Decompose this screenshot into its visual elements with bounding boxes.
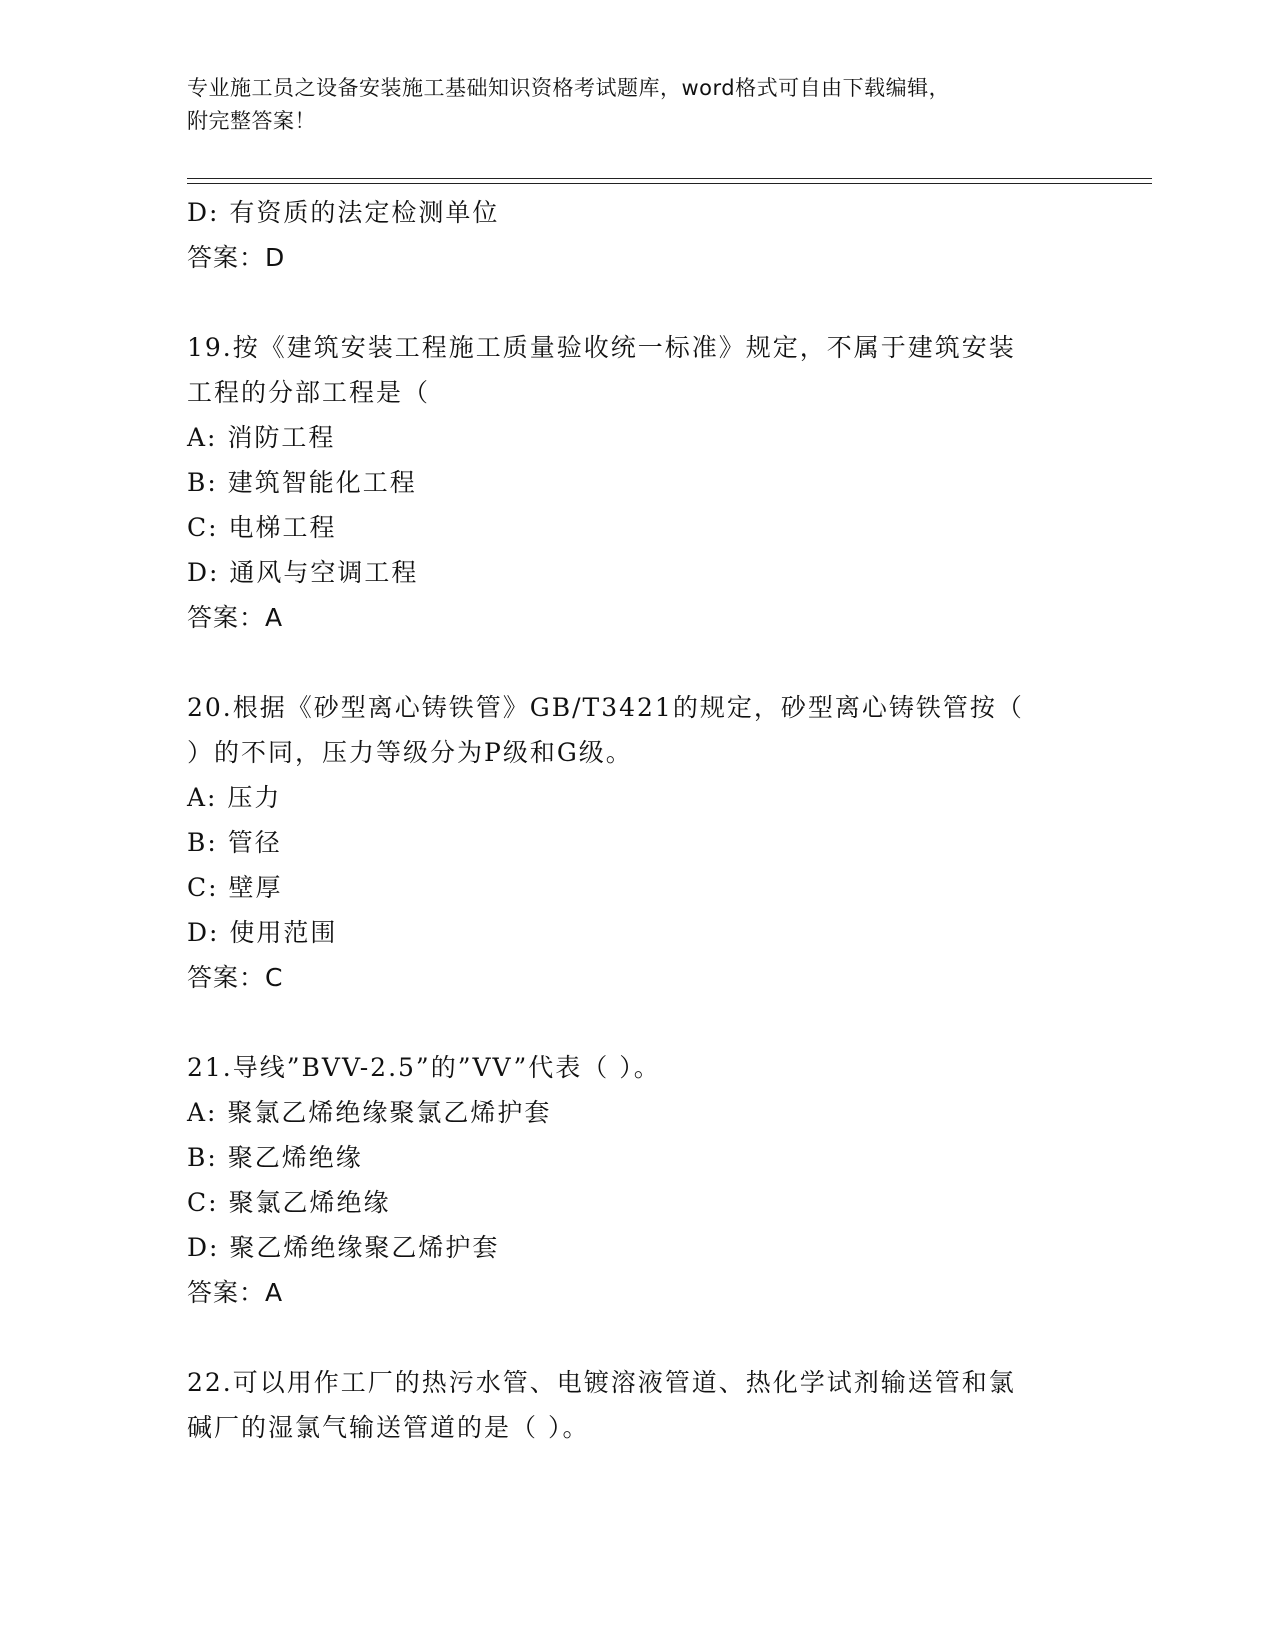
question-21 [187, 1045, 1087, 1315]
question-stem-line-2: ）的不同，压力等级分为P级和G级。 [187, 738, 633, 767]
question-stem-line-2: 工程的分部工程是（ [187, 378, 431, 407]
option-a: A: 压力 [187, 783, 282, 812]
option-b: B: 建筑智能化工程 [187, 468, 417, 497]
question-stem-line-1: 21.导线”BVV-2.5”的”VV”代表（ ）。 [187, 1053, 661, 1082]
question-stem-line-2: 碱厂的湿氯气输送管道的是（ ）。 [187, 1413, 590, 1442]
answer-line: 答案：D [187, 243, 286, 272]
header-divider-bottom [187, 183, 1152, 184]
question-19 [187, 325, 1087, 640]
question-22 [187, 1360, 1087, 1450]
spacer [187, 280, 1087, 325]
option-b: B: 管径 [187, 828, 282, 857]
option-c: C: 壁厚 [187, 873, 283, 902]
option-c: C: 电梯工程 [187, 513, 337, 542]
option-d: D: 聚乙烯绝缘聚乙烯护套 [187, 1233, 500, 1262]
header-line-2: 附完整答案！ [187, 109, 316, 133]
option-c: C: 聚氯乙烯绝缘 [187, 1188, 391, 1217]
option-d: D: 有资质的法定检测单位 [187, 198, 500, 227]
question-stem-line-1: 19.按《建筑安装工程施工质量验收统一标准》规定，不属于建筑安装 [187, 333, 1016, 362]
header-divider-top [187, 178, 1152, 179]
option-d: D: 通风与空调工程 [187, 558, 419, 587]
answer-line: 答案：C [187, 963, 284, 992]
header-line-1: 专业施工员之设备安装施工基础知识资格考试题库，word格式可自由下载编辑， [187, 76, 951, 100]
spacer [187, 1000, 1087, 1045]
question-list [187, 190, 1087, 1450]
spacer [187, 640, 1087, 685]
question-stem-line-1: 22.可以用作工厂的热污水管、电镀溶液管道、热化学试剂输送管和氯 [187, 1368, 1016, 1397]
option-b: B: 聚乙烯绝缘 [187, 1143, 363, 1172]
document-header [187, 72, 1067, 138]
option-d: D: 使用范围 [187, 918, 338, 947]
option-a: A: 聚氯乙烯绝缘聚氯乙烯护套 [187, 1098, 552, 1127]
question-20 [187, 685, 1087, 1000]
answer-line: 答案：A [187, 603, 284, 632]
option-a: A: 消防工程 [187, 423, 336, 452]
question-stem-line-1: 20.根据《砂型离心铸铁管》GB/T3421的规定，砂型离心铸铁管按（ [187, 693, 1024, 722]
answer-line: 答案：A [187, 1278, 284, 1307]
question-18-tail [187, 190, 1087, 280]
spacer [187, 1315, 1087, 1360]
